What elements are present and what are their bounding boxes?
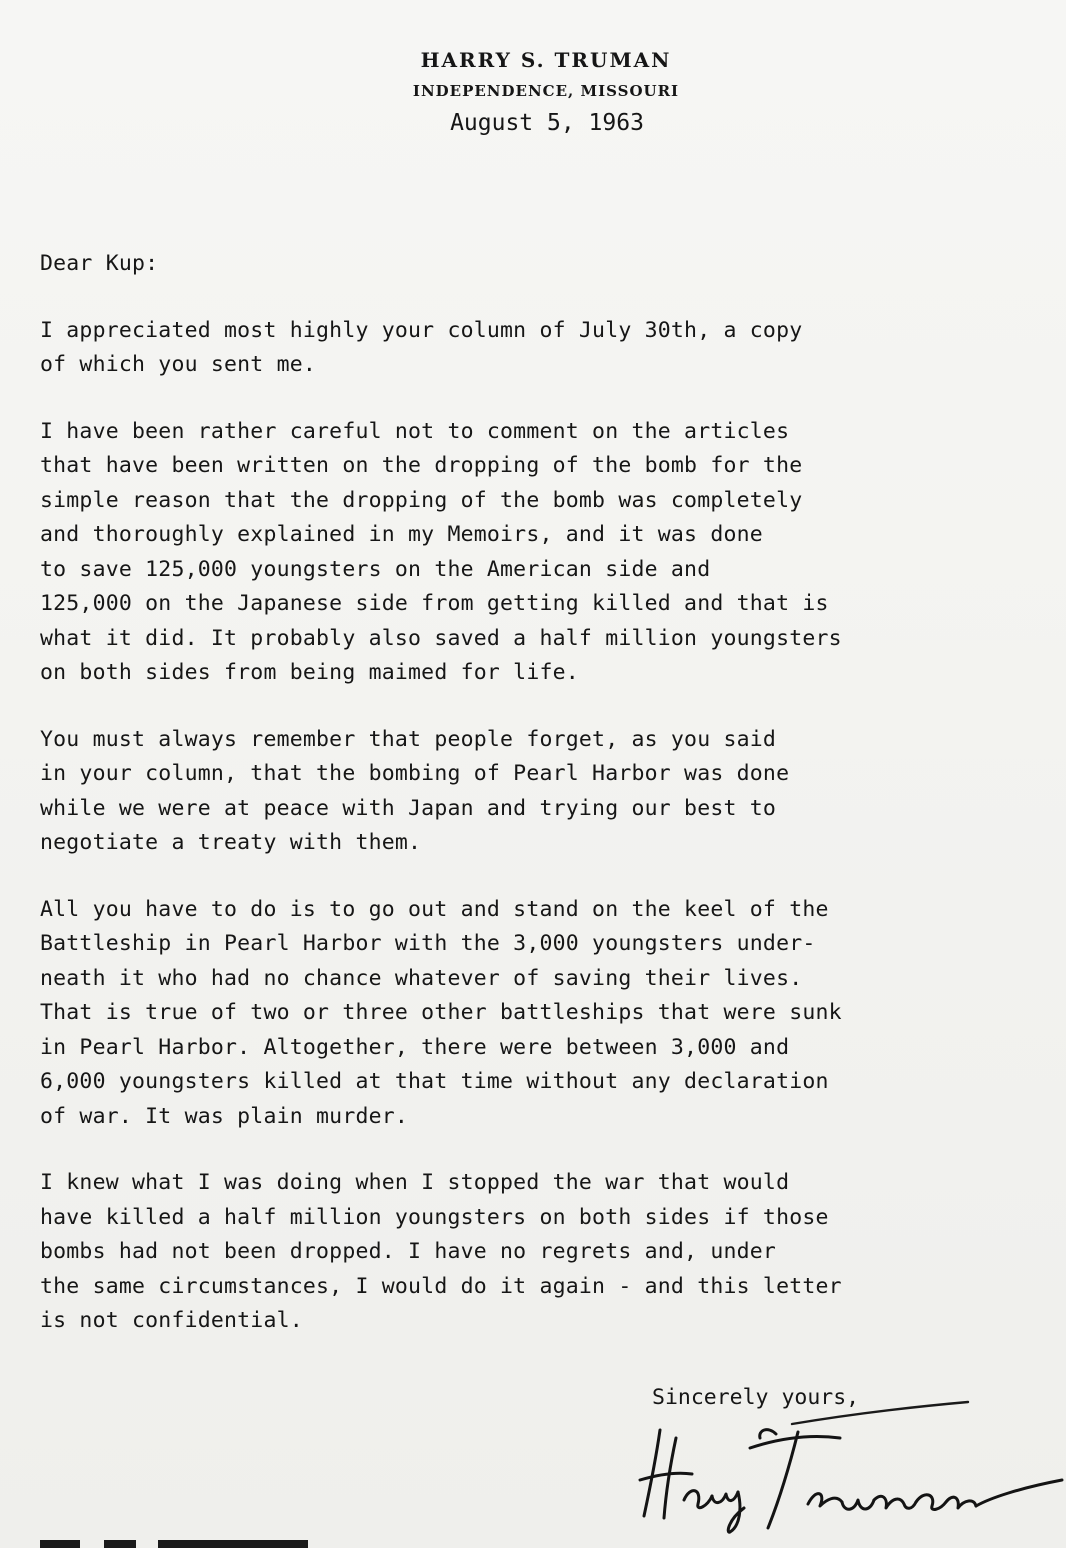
text-line: 6,000 youngsters killed at that time without any declaration bbox=[40, 1069, 829, 1094]
paragraph bbox=[40, 314, 1030, 383]
paragraph bbox=[40, 893, 1030, 1135]
paragraph bbox=[40, 723, 1030, 861]
text-line: the same circumstances, I would do it again - and this letter bbox=[40, 1273, 842, 1299]
text-line: simple reason that the dropping of the bomb was completely bbox=[40, 487, 803, 513]
paragraph bbox=[40, 1166, 1030, 1339]
text-line: negotiate a treaty with them. bbox=[40, 830, 422, 855]
paragraphs bbox=[40, 314, 1030, 1339]
addressee-partial-line bbox=[40, 1536, 360, 1548]
text-line: You must always remember that people forget, as you said bbox=[40, 726, 777, 752]
text-line: of war. It was plain murder. bbox=[40, 1103, 409, 1129]
text-line: on both sides from being maimed for life. bbox=[40, 660, 579, 685]
closing: Sincerely yours, bbox=[652, 1385, 860, 1410]
letterhead-name: HARRY S. TRUMAN bbox=[420, 48, 672, 72]
text-line: while we were at peace with Japan and trying our best to bbox=[40, 795, 777, 821]
text-line: 125,000 on the Japanese side from getting killed and that is bbox=[40, 591, 829, 616]
text-line: and thoroughly explained in my Memoirs, and it was done bbox=[40, 522, 763, 547]
text-line: I have been rather careful not to comment on the articles bbox=[40, 418, 790, 444]
letterhead bbox=[0, 48, 1066, 136]
text-line: I knew what I was doing when I stopped the war that would bbox=[40, 1170, 790, 1195]
text-line: I appreciated most highly your column of July 30th, a copy bbox=[40, 317, 803, 343]
letter-date: August 5, 1963 bbox=[450, 110, 644, 136]
salutation: Dear Kup: bbox=[40, 251, 159, 276]
letterhead-place: INDEPENDENCE, MISSOURI bbox=[412, 82, 680, 100]
text-line: have killed a half million youngsters on both sides if those bbox=[40, 1204, 829, 1230]
text-line: All you have to do is to go out and stand on the keel of the bbox=[40, 896, 829, 922]
text-line: in Pearl Harbor. Altogether, there were between 3,000 and bbox=[40, 1034, 790, 1060]
text-line: neath it who had no chance whatever of saving their lives. bbox=[40, 965, 803, 991]
signature bbox=[630, 1408, 1066, 1538]
text-line: bombs had not been dropped. I have no regrets and, under bbox=[40, 1239, 777, 1264]
text-line: what it did. It probably also saved a half million youngsters bbox=[40, 625, 842, 651]
text-line: in your column, that the bombing of Pearl Harbor was done bbox=[40, 761, 790, 786]
text-line: Battleship in Pearl Harbor with the 3,000 youngsters under- bbox=[40, 931, 816, 956]
paragraph bbox=[40, 415, 1030, 691]
text-line: that have been written on the dropping of the bomb for the bbox=[40, 453, 803, 478]
letter-body bbox=[40, 247, 1030, 1371]
text-line: is not confidential. bbox=[40, 1308, 303, 1333]
text-line: That is true of two or three other battleships that were sunk bbox=[40, 1000, 842, 1025]
text-line: of which you sent me. bbox=[40, 352, 317, 377]
text-line: to save 125,000 youngsters on the American side and bbox=[40, 556, 711, 582]
